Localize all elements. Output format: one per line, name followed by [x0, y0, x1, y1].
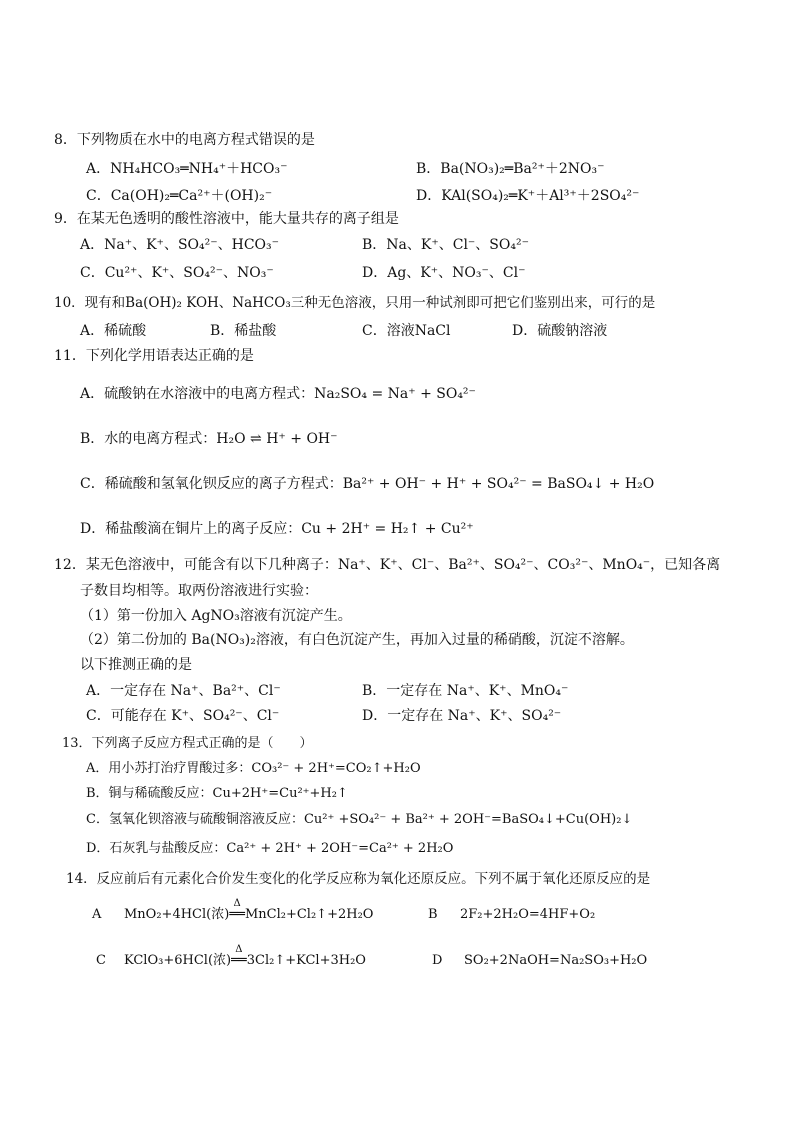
- q14-option-b-letter: B: [428, 907, 438, 922]
- q12-option-c: C．可能存在 K⁺、SO₄²⁻、Cl⁻: [86, 708, 280, 724]
- q9-option-c: C．Cu²⁺、K⁺、SO₄²⁻、NO₃⁻: [80, 265, 274, 281]
- q14-option-a-products: MnCl₂+Cl₂↑+2H₂O: [244, 907, 374, 922]
- q12-option-d: D．一定存在 Na⁺、K⁺、SO₄²⁻: [362, 708, 562, 724]
- q9-option-a: A．Na⁺、K⁺、SO₄²⁻、HCO₃⁻: [80, 237, 280, 253]
- q14-option-d: SO₂+2NaOH=Na₂SO₃+H₂O: [464, 953, 648, 968]
- q14-option-c: [124, 944, 366, 970]
- q9-stem: 9．在某无色透明的酸性溶液中，能大量共存的离子组是: [54, 211, 399, 227]
- q12-stem-line1: 12．某无色溶液中，可能含有以下几种离子：Na⁺、K⁺、Cl⁻、Ba²⁺、SO₄²⁻、CO₃²⁻、MnO₄⁻，已知各离: [54, 557, 721, 573]
- q11-option-d: D．稀盐酸滴在铜片上的离子反应：Cu + 2H⁺ = H₂↑ + Cu²⁺: [80, 521, 474, 537]
- q12-prompt: 以下推测正确的是: [80, 657, 192, 673]
- q8-option-d: D．KAl(SO₄)₂═K⁺＋Al³⁺＋2SO₄²⁻: [416, 188, 640, 204]
- q14-option-d-letter: D: [432, 953, 443, 968]
- q10-option-b: B．稀盐酸: [210, 323, 277, 339]
- q8-stem: 8．下列物质在水中的电离方程式错误的是: [54, 132, 315, 148]
- q14-option-a-reactants: MnO₂+4HCl(浓): [124, 907, 230, 922]
- equals-arrow: ══: [229, 907, 245, 922]
- q14-option-a-letter: A: [92, 907, 102, 922]
- q10-option-a: A．稀硫酸: [80, 323, 147, 339]
- q11-option-c: C．稀硫酸和氢氧化钡反应的离子方程式：Ba²⁺ + OH⁻ + H⁺ + SO₄²⁻ = BaSO₄↓ + H₂O: [80, 476, 655, 492]
- q13-option-a: A．用小苏打治疗胃酸过多：CO₃²⁻ + 2H⁺=CO₂↑+H₂O: [86, 761, 421, 776]
- heat-arrow: [229, 898, 245, 924]
- q14-option-b: 2F₂+2H₂O=4HF+O₂: [460, 907, 596, 922]
- q11-stem: 11．下列化学用语表达正确的是: [54, 348, 254, 364]
- q14-option-a: [124, 898, 374, 924]
- q14-option-c-reactants: KClO₃+6HCl(浓): [124, 953, 232, 968]
- q10-option-d: D．硫酸钠溶液: [512, 323, 608, 339]
- equals-arrow: ══: [231, 953, 247, 968]
- q11-option-b: B．水的电离方程式：H₂O ⇌ H⁺ + OH⁻: [80, 431, 338, 447]
- heat-symbol: Δ: [235, 944, 243, 955]
- heat-arrow: [231, 944, 247, 970]
- q8-option-c: C．Ca(OH)₂═Ca²⁺＋(OH)₂⁻: [86, 188, 273, 204]
- q13-option-c: C．氢氧化钡溶液与硫酸铜溶液反应：Cu²⁺ +SO₄²⁻ + Ba²⁺ + 2OH⁻=BaSO₄↓+Cu(OH)₂↓: [86, 812, 633, 827]
- q11-option-a: A．硫酸钠在水溶液中的电离方程式：Na₂SO₄ = Na⁺ + SO₄²⁻: [80, 386, 476, 402]
- q9-option-b: B．Na、K⁺、Cl⁻、SO₄²⁻: [362, 237, 529, 253]
- q13-stem: 13．下列离子反应方程式正确的是（ ）: [62, 736, 313, 751]
- q12-stem-line2: 子数目均相等。取两份溶液进行实验：: [80, 583, 318, 599]
- q14-option-c-letter: C: [96, 953, 106, 968]
- q13-option-b: B．铜与稀硫酸反应：Cu+2H⁺=Cu²⁺+H₂↑: [86, 786, 348, 801]
- q8-option-a: A．NH₄HCO₃═NH₄⁺＋HCO₃⁻: [86, 161, 288, 177]
- q12-step1: （1）第一份加入 AgNO₃溶液有沉淀产生。: [80, 608, 352, 624]
- q9-option-d: D．Ag、K⁺、NO₃⁻、Cl⁻: [362, 265, 526, 281]
- q13-option-d: D．石灰乳与盐酸反应：Ca²⁺ + 2H⁺ + 2OH⁻=Ca²⁺ + 2H₂O: [86, 841, 454, 856]
- q10-option-c: C．溶液NaCl: [362, 323, 451, 339]
- q8-option-b: B．Ba(NO₃)₂═Ba²⁺＋2NO₃⁻: [416, 161, 605, 177]
- heat-symbol: Δ: [233, 898, 241, 909]
- q14-option-c-products: 3Cl₂↑+KCl+3H₂O: [246, 953, 366, 968]
- q12-option-a: A．一定存在 Na⁺、Ba²⁺、Cl⁻: [86, 683, 281, 699]
- q10-stem: 10．现有和Ba(OH)₂ KOH、NaHCO₃三种无色溶液，只用一种试剂即可把它们鉴别出来，可行的是: [54, 295, 656, 311]
- q12-option-b: B．一定存在 Na⁺、K⁺、MnO₄⁻: [362, 683, 569, 699]
- q14-stem: 14．反应前后有元素化合价发生变化的化学反应称为氧化还原反应。下列不属于氧化还原反应的是: [66, 871, 651, 887]
- q12-step2: （2）第二份加的 Ba(NO₃)₂溶液，有白色沉淀产生，再加入过量的稀硝酸，沉淀不溶解。: [80, 632, 634, 648]
